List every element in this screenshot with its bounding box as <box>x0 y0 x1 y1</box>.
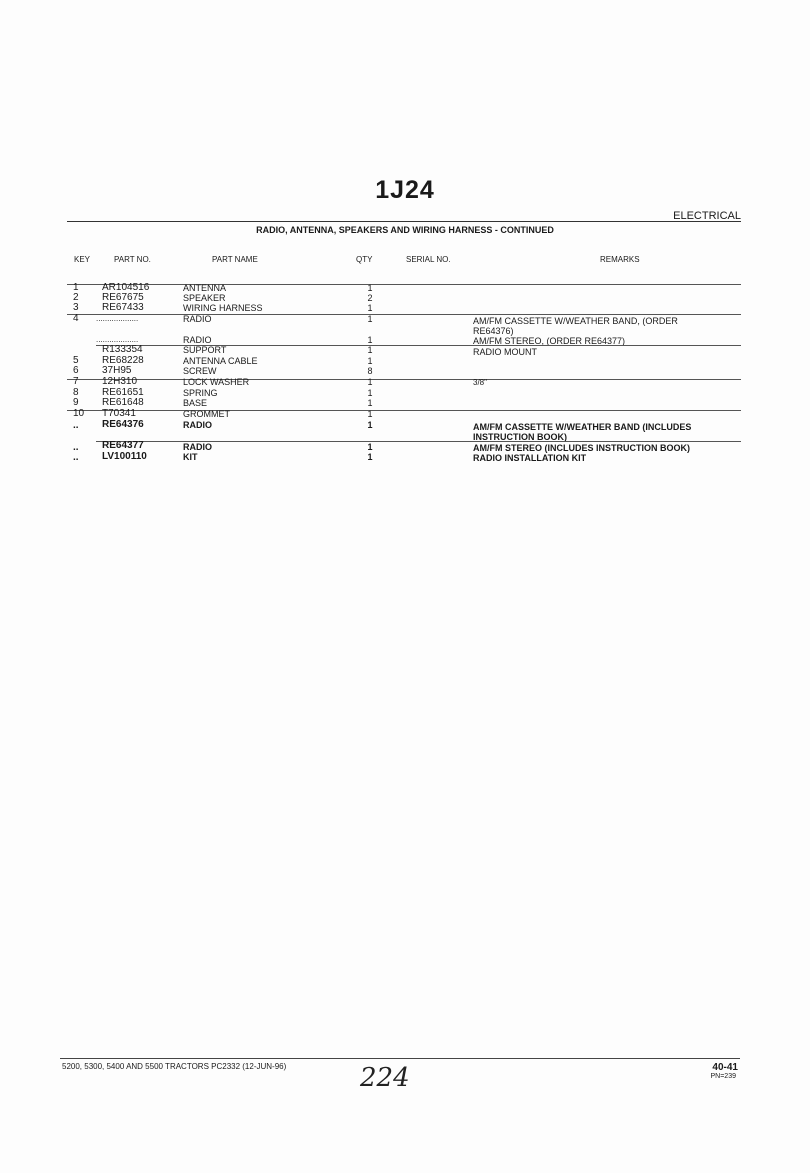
page-title: 1J24 <box>375 176 435 204</box>
table-rule <box>67 284 741 285</box>
row-qty: 1 <box>367 314 373 324</box>
header-rule <box>67 221 741 222</box>
page-number: 40-41 <box>712 1062 738 1073</box>
row-key: 3 <box>73 302 79 313</box>
row-part-name: RADIO <box>183 335 212 345</box>
table-subtitle: RADIO, ANTENNA, SPEAKERS AND WIRING HARNESS - CONTINUED <box>256 225 554 235</box>
row-key: 1 <box>73 282 79 293</box>
row-part-name: WIRING HARNESS <box>183 303 263 313</box>
row-key: 10 <box>73 408 85 419</box>
row-part-no: R133354 <box>102 344 143 355</box>
header-part-no: PART NO. <box>114 255 151 264</box>
row-remarks: RADIO MOUNT <box>473 347 537 357</box>
group-rule <box>67 314 741 315</box>
row-key: 2 <box>73 292 79 303</box>
row-part-no: LV100110 <box>102 451 147 462</box>
row-part-name: ANTENNA <box>183 283 227 293</box>
header-qty: QTY <box>356 255 373 264</box>
row-qty: 1 <box>367 398 373 408</box>
row-key: 8 <box>73 387 79 398</box>
row-remarks: AM/FM CASSETTE W/WEATHER BAND (INCLUDES INSTRUCTION BOOK) <box>473 422 692 442</box>
row-part-name: RADIO <box>183 442 212 452</box>
header-key: KEY <box>74 255 91 264</box>
header-part-name: PART NAME <box>212 255 258 264</box>
row-part-name: GROMMET <box>183 409 230 419</box>
handwritten-page-number: 224 <box>360 1063 410 1093</box>
row-part-no: ................... <box>96 314 139 323</box>
row-part-no: RE64377 <box>102 440 144 451</box>
row-part-name: ANTENNA CABLE <box>183 356 258 366</box>
footer-rule <box>60 1058 740 1059</box>
row-qty: 1 <box>367 356 373 366</box>
row-part-no: RE61648 <box>102 397 144 408</box>
row-remarks: RADIO INSTALLATION KIT <box>473 453 587 463</box>
row-part-no: RE67433 <box>102 302 144 313</box>
row-part-name: SUPPORT <box>183 345 227 355</box>
row-qty: 1 <box>367 452 373 462</box>
row-key: 9 <box>73 397 79 408</box>
row-part-no: ................... <box>96 335 139 344</box>
group-rule <box>67 410 741 411</box>
row-qty: 1 <box>367 377 373 387</box>
section-label: ELECTRICAL <box>673 210 741 222</box>
row-remarks: AM/FM CASSETTE W/WEATHER BAND, (ORDER RE64376) <box>473 316 678 336</box>
row-key: 5 <box>73 355 79 366</box>
row-key: .. <box>73 442 79 453</box>
row-key: .. <box>73 420 79 431</box>
row-part-name: RADIO <box>183 420 212 430</box>
row-qty: 8 <box>367 366 373 376</box>
row-key: 7 <box>73 376 79 387</box>
row-qty: 1 <box>367 345 373 355</box>
row-part-no: 37H95 <box>102 365 132 376</box>
footer-text: 5200, 5300, 5400 AND 5500 TRACTORS PC2332 (12-JUN-96) <box>62 1062 287 1071</box>
row-part-no: AR104516 <box>102 282 150 293</box>
row-part-name: SPRING <box>183 388 218 398</box>
row-part-no: T70341 <box>102 408 136 419</box>
row-qty: 1 <box>367 388 373 398</box>
row-part-name: SPEAKER <box>183 293 226 303</box>
row-qty: 1 <box>367 335 373 345</box>
row-qty: 1 <box>367 409 373 419</box>
row-qty: 1 <box>367 420 373 430</box>
header-remarks: REMARKS <box>600 255 640 264</box>
row-part-name: SCREW <box>183 366 217 376</box>
row-part-no: RE64376 <box>102 419 144 430</box>
row-part-no: RE67675 <box>102 292 144 303</box>
row-part-name: BASE <box>183 398 208 408</box>
row-part-no: RE68228 <box>102 355 144 366</box>
row-part-name: RADIO <box>183 314 212 324</box>
row-remarks: AM/FM STEREO (INCLUDES INSTRUCTION BOOK) <box>473 443 690 453</box>
pn-label: PN=239 <box>710 1073 736 1080</box>
row-qty: 1 <box>367 303 373 313</box>
row-qty: 1 <box>367 283 373 293</box>
row-qty: 1 <box>367 442 373 452</box>
row-part-no: RE61651 <box>102 387 144 398</box>
row-key: 6 <box>73 365 79 376</box>
row-qty: 2 <box>367 293 373 303</box>
row-part-name: KIT <box>183 452 198 462</box>
row-remarks: 3/8" <box>473 378 487 387</box>
row-key: 4 <box>73 313 79 324</box>
row-part-name: LOCK WASHER <box>183 377 250 387</box>
header-serial-no: SERIAL NO. <box>406 255 451 264</box>
row-remarks: AM/FM STEREO, (ORDER RE64377) <box>473 336 626 346</box>
row-key: .. <box>73 452 79 463</box>
row-part-no: 12H310 <box>102 376 138 387</box>
